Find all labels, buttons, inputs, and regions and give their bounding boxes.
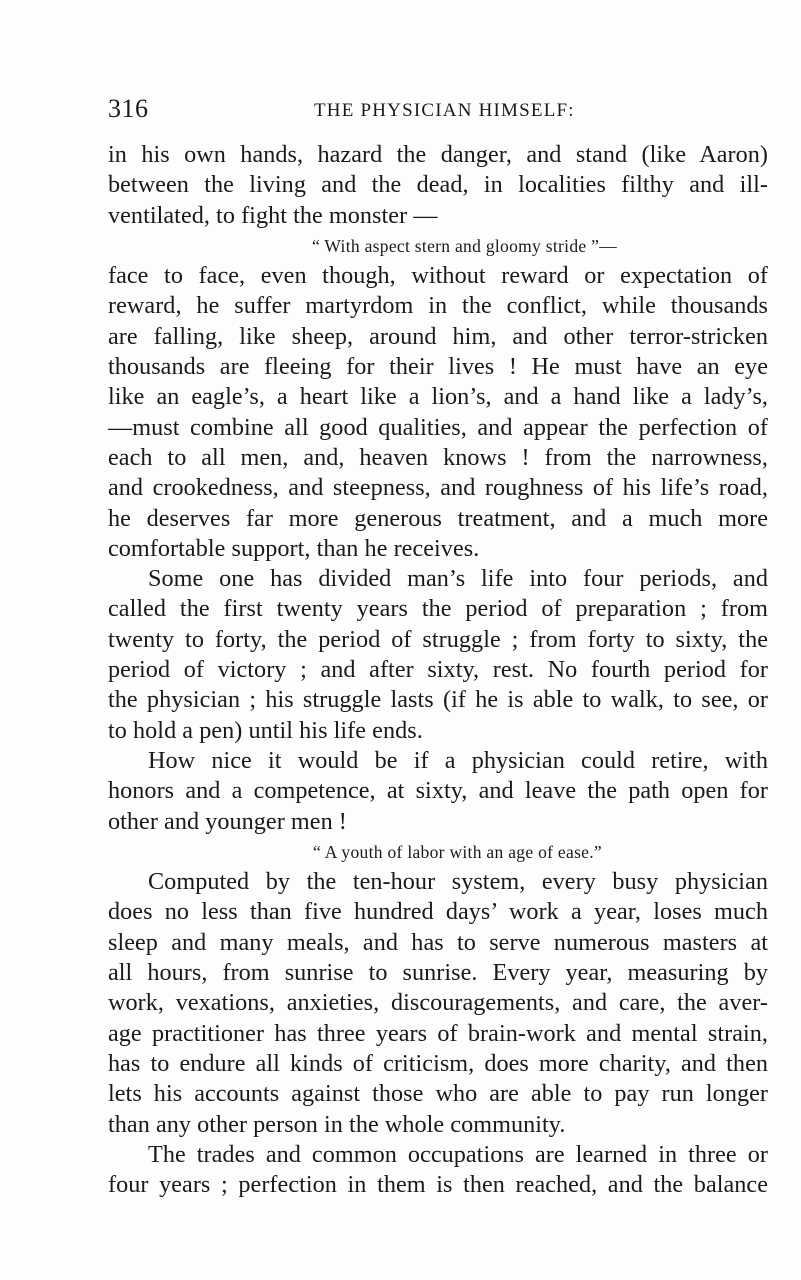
text-line: age practitioner has three years of brain-work and mental strain, [108,1019,768,1047]
text-line: —must combine all good qualities, and appear the perfection of [108,413,768,441]
text-line: between the living and the dead, in localities filthy and ill- [108,171,768,199]
text-line: all hours, from sunrise to sunrise. Every year, measuring by [108,959,768,987]
text-line: work, vexations, anxieties, discouragements, and care, the aver- [108,989,768,1017]
text-line: sleep and many meals, and has to serve numerous masters at [108,928,768,956]
verse-quote: “ A youth of labor with an age of ease.” [313,841,602,862]
text-line: in his own hands, hazard the danger, and stand (like Aaron) [108,141,768,168]
text-line: twenty to forty, the period of struggle ; from forty to sixty, the [108,625,768,653]
body-text [108,140,768,1200]
text-line: called the first twenty years the period of preparation ; from [108,595,768,623]
paragraph-start: The trades and common occupations are learned in three or [148,1140,768,1168]
text-line: face to face, even though, without reward or expectation of [108,262,768,290]
text-line: does no less than five hundred days’ work a year, loses much [108,898,768,926]
text-line: each to all men, and, heaven knows ! from the narrowness, [108,443,768,471]
page-number: 316 [108,94,149,123]
text-line: other and younger men ! [108,807,347,835]
text-line: has to endure all kinds of criticism, does more charity, and then [108,1049,768,1077]
text-line: thousands are fleeing for their lives ! He must have an eye [108,353,768,381]
text-line: to hold a pen) until his life ends. [108,716,423,744]
paragraph-start: Some one has divided man’s life into four periods, and [148,565,768,593]
running-head [108,94,763,128]
verse-quote: “ With aspect stern and gloomy stride ”— [312,235,617,256]
running-title: THE PHYSICIAN HIMSELF: [314,100,575,121]
text-line: lets his accounts against those who are able to pay run longer [108,1080,768,1108]
text-line: reward, he suffer martyrdom in the conflict, while thousands [108,292,768,320]
text-line: than any other person in the whole community. [108,1110,566,1138]
paragraph-start: Computed by the ten-hour system, every busy physician [148,868,768,896]
text-line: comfortable support, than he receives. [108,534,480,562]
text-line: like an eagle’s, a heart like a lion’s, and a hand like a lady’s, [108,383,768,411]
text-line: ventilated, to fight the monster — [108,201,438,229]
text-line: he deserves far more generous treatment, and a much more [108,504,768,532]
text-line: are falling, like sheep, around him, and other terror-stricken [108,322,768,350]
text-line: and crookedness, and steepness, and roughness of his life’s road, [108,474,768,502]
text-line: the physician ; his struggle lasts (if he is able to walk, to see, or [108,686,768,714]
text-line: four years ; perfection in them is then reached, and the balance [108,1171,768,1199]
paragraph-start: How nice it would be if a physician could retire, with [148,746,768,774]
text-line: honors and a competence, at sixty, and leave the path open for [108,777,768,805]
text-line: period of victory ; and after sixty, rest. No fourth period for [108,656,768,684]
